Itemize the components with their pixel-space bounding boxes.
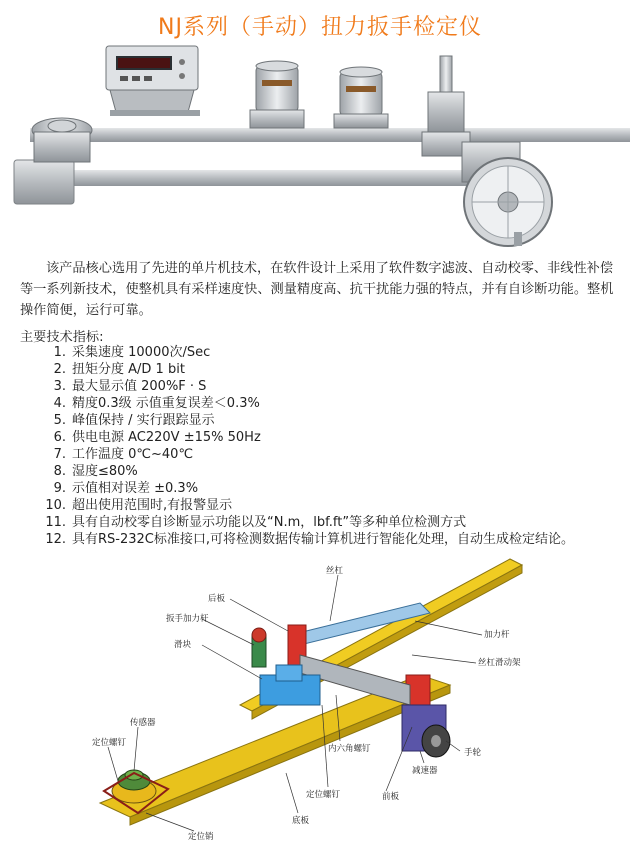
label-reducer: 减速器 [412, 766, 438, 776]
list-item: 10. 超出使用范围时,有报警显示 [45, 498, 233, 513]
label-positioning-screw-bottom: 定位螺钉 [306, 790, 341, 800]
label-positioning-screw-left: 定位螺钉 [92, 738, 127, 748]
intro-text: 该产品核心选用了先进的单片机技术，在软件设计上采用了软件数字滤波、自动校零、非线性补偿等一系列新技术，使整机具有采样速度快、测量精度高、抗干扰能力强的特点，并有自诊断功能。整机操作简便，运行可靠。 [20, 261, 614, 318]
structure-diagram [90, 555, 610, 845]
list-item: 4. 精度0.3级 示值重复误差＜0.3% [53, 396, 260, 411]
sensor-cylinder-2 [334, 67, 388, 128]
list-item: 1. 采集速度 10000次/Sec [53, 345, 211, 360]
label-rear-plate: 后板 [208, 594, 226, 604]
product-photo [0, 42, 640, 252]
list-item: 3. 最大显示值 200%F · S [53, 379, 207, 394]
label-base-plate: 底板 [292, 816, 310, 826]
upper-rail [30, 128, 630, 142]
label-handwheel: 手轮 [464, 748, 482, 758]
list-item: 7. 工作温度 0℃~40℃ [53, 447, 194, 462]
list-item: 5. 峰值保持 / 实行跟踪显示 [53, 413, 215, 428]
list-item: 12. 具有RS-232C标准接口,可将检测数据传输计算机进行智能化处理，自动生成检定结论。 [45, 532, 574, 547]
list-item: 2. 扭矩分度 A/D 1 bit [53, 362, 185, 377]
label-positioning-pin: 定位销 [188, 832, 214, 842]
lower-rail [18, 170, 498, 186]
handwheel-assembly [462, 142, 552, 246]
specs-heading: 主要技术指标: [20, 330, 104, 345]
label-screw-slide-frame: 丝杠滑动架 [478, 658, 521, 668]
page-title: NJ系列（手动）扭力扳手检定仪 [158, 15, 482, 40]
label-loading-rod: 加力杆 [484, 630, 510, 640]
label-screw-rod: 丝杠 [326, 566, 344, 576]
digital-display-meter [106, 46, 200, 116]
label-front-plate: 前板 [382, 792, 400, 802]
label-slider: 滑块 [174, 640, 192, 650]
intro-paragraph [20, 258, 620, 321]
label-sensor: 传感器 [130, 718, 156, 728]
list-item: 6. 供电电源 AC220V ±15% 50Hz [53, 430, 261, 445]
list-item: 8. 湿度≤80% [53, 464, 138, 479]
specs-list [40, 344, 574, 548]
list-item: 11. 具有自动校零自诊断显示功能以及“N.m，lbf.ft”等多种单位检测方式 [45, 515, 467, 530]
sensor-cylinder-1 [250, 61, 304, 128]
label-wrench-loading-rod: 扳手加力杆 [166, 614, 209, 624]
label-hex-screw: 内六角螺钉 [328, 744, 371, 754]
list-item: 9. 示值相对误差 ±0.3% [53, 481, 199, 496]
